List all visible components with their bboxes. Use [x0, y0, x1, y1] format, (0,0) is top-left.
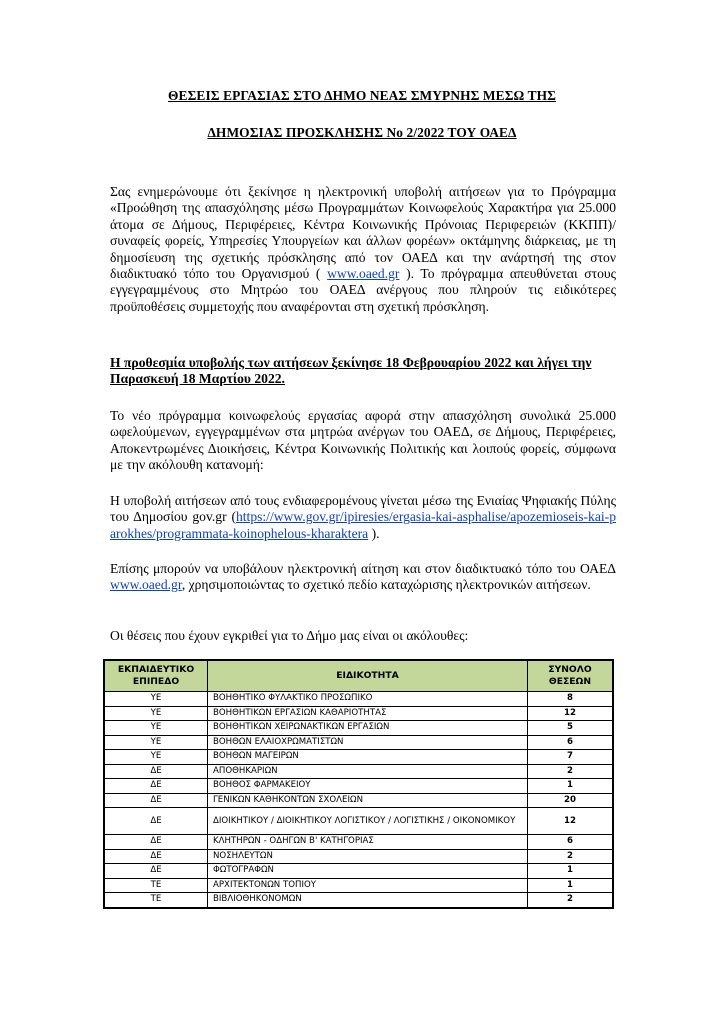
submission-paragraph: [110, 493, 616, 542]
education-level-cell: ΔΕ: [104, 835, 208, 850]
total-positions-cell: 20: [528, 793, 614, 808]
oaed-submission-text-end: , χρησιμοποιώντας το σχετικό πεδίο καταχώρισης ηλεκτρονικών αιτήσεων.: [181, 577, 591, 593]
education-level-cell: ΔΕ: [104, 864, 208, 879]
education-level-cell: ΥΕ: [104, 750, 208, 765]
table-row: [104, 750, 613, 765]
table-row: [104, 779, 613, 794]
total-positions-cell: 2: [528, 893, 614, 908]
education-level-cell: ΤΕ: [104, 878, 208, 893]
total-positions-cell: 2: [528, 849, 614, 864]
table-row: [104, 808, 613, 835]
specialty-cell: ΦΩΤΟΓΡΑΦΩΝ: [208, 864, 528, 879]
specialty-cell: ΒΟΗΘΗΤΙΚΩΝ ΧΕΙΡΩΝΑΚΤΙΚΩΝ ΕΡΓΑΣΙΩΝ: [208, 721, 528, 736]
total-positions-cell: 7: [528, 750, 614, 765]
total-positions-cell: 8: [528, 692, 614, 707]
oaed-submission-text: Επίσης μπορούν να υποβάλουν ηλεκτρονική αίτηση και στον διαδικτυακό τόπο του ΟΑΕΔ: [110, 561, 616, 576]
specialty-cell: ΒΟΗΘΩΝ ΜΑΓΕΙΡΩΝ: [208, 750, 528, 765]
positions-table: [103, 659, 614, 909]
total-positions-cell: 12: [528, 808, 614, 835]
education-level-cell: ΥΕ: [104, 721, 208, 736]
total-positions-cell: 1: [528, 864, 614, 879]
submission-text: Η υποβολή αιτήσεων από τους ενδιαφερομένους γίνεται μέσω της Ενιαίας Ψηφιακής Πύλης του Δημοσίου gov.gr (: [110, 493, 616, 525]
total-positions-cell: 6: [528, 735, 614, 750]
oaed-link[interactable]: www.oaed.gr: [327, 266, 400, 282]
education-level-cell: ΔΕ: [104, 808, 208, 835]
intro-paragraph: [110, 184, 616, 315]
table-row: [104, 835, 613, 850]
table-body: [104, 692, 613, 908]
total-positions-cell: 1: [528, 878, 614, 893]
total-positions-cell: 1: [528, 779, 614, 794]
header-total-positions: ΣΥΝΟΛΟ ΘΕΣΕΩΝ: [528, 660, 614, 692]
oaed-submission-paragraph: [110, 561, 616, 594]
table-header-row: [104, 660, 613, 692]
table-row: [104, 893, 613, 908]
govgr-link[interactable]: https://www.gov.gr/ipiresies/ergasia-kai-asphalise/apozemioseis-kai-parokhes/programmata-koinophelous-kharaktera: [110, 509, 616, 541]
table-row: [104, 692, 613, 707]
deadline-notice: Η προθεσμία υποβολής των αιτήσεων ξεκίνησε 18 Φεβρουαρίου 2022 και λήγει την Παρασκευή 18 Μαρτίου 2022.: [110, 355, 592, 387]
education-level-cell: ΥΕ: [104, 706, 208, 721]
total-positions-cell: 6: [528, 835, 614, 850]
table-row: [104, 735, 613, 750]
specialty-cell: ΒΙΒΛΙΟΘΗΚΟΝΟΜΩΝ: [208, 893, 528, 908]
specialty-cell: ΚΛΗΤΗΡΩΝ - ΟΔΗΓΩΝ Β' ΚΑΤΗΓΟΡΙΑΣ: [208, 835, 528, 850]
intro-text: Σας ενημερώνουμε ότι ξεκίνησε η ηλεκτρονική υποβολή αιτήσεων για το Πρόγραμμα «Προώθηση της απασχόλησης μέσω Προγραμμάτων Κοινωφελούς Χαρακτήρα για 25.000 άτομα σε Δήμους, Περιφέρειες, Κέντρα Κοινωνικής Πρόνοιας Περιφερειών (ΚΚΠΠ)/συναφείς φορείς, Υπηρεσίες Υπουργείων και άλλων φορέων» οκτάμηνης διάρκειας, με τη δημοσίευση της σχετικής πρόσκλησης από τον ΟΑΕΔ και την ανάρτησή της στον διαδικτυακό τόπο του Οργανισμού (: [110, 184, 616, 282]
document-title-line-1: ΘΕΣΕΙΣ ΕΡΓΑΣΙΑΣ ΣΤΟ ΔΗΜΟ ΝΕΑΣ ΣΜΥΡΝΗΣ ΜΕΣΩ ΤΗΣ: [168, 88, 556, 103]
table-row: [104, 878, 613, 893]
table-row: [104, 793, 613, 808]
education-level-cell: ΔΕ: [104, 779, 208, 794]
specialty-cell: ΓΕΝΙΚΩΝ ΚΑΘΗΚΟΝΤΩΝ ΣΧΟΛΕΙΩΝ: [208, 793, 528, 808]
oaed-link-2[interactable]: www.oaed.gr: [110, 577, 182, 593]
specialty-cell: ΒΟΗΘΗΤΙΚΩΝ ΕΡΓΑΣΙΩΝ ΚΑΘΑΡΙΟΤΗΤΑΣ: [208, 706, 528, 721]
total-positions-cell: 2: [528, 764, 614, 779]
specialty-cell: ΒΟΗΘΩΝ ΕΛΑΙΟΧΡΩΜΑΤΙΣΤΩΝ: [208, 735, 528, 750]
submission-text-end: ).: [368, 525, 380, 541]
document-title-line-2: ΔΗΜΟΣΙΑΣ ΠΡΟΣΚΛΗΣΗΣ Νο 2/2022 ΤΟΥ ΟΑΕΔ: [207, 125, 517, 140]
specialty-cell: ΑΠΟΘΗΚΑΡΙΩΝ: [208, 764, 528, 779]
table-row: [104, 864, 613, 879]
program-paragraph: Το νέο πρόγραμμα κοινωφελούς εργασίας αφορά στην απασχόληση συνολικά 25.000 ωφελούμενων, εγγεγραμμένων στα μητρώα ανέργων του ΟΑΕΔ, σε Δήμους, Περιφέρειες, Αποκεντρωμένες Διοικήσεις, Κέντρα Κοινωνικής Πολιτικής και λοιπούς φορείς, σύμφωνα με την ακόλουθη κατανομή:: [110, 408, 616, 473]
total-positions-cell: 5: [528, 721, 614, 736]
education-level-cell: ΔΕ: [104, 849, 208, 864]
education-level-cell: ΥΕ: [104, 735, 208, 750]
intro-text-end: ). Το πρόγραμμα απευθύνεται στους εγγεγραμμένους στο Μητρώο του ΟΑΕΔ ανέργους που πληρούν τις ειδικότερες προϋποθέσεις συμμετοχής που αναφέρονται στη σχετική πρόσκληση.: [110, 266, 616, 314]
education-level-cell: ΥΕ: [104, 692, 208, 707]
table-row: [104, 721, 613, 736]
total-positions-cell: 12: [528, 706, 614, 721]
header-education-level: ΕΚΠΑΙΔΕΥΤΙΚΟ ΕΠΙΠΕΔΟ: [104, 660, 208, 692]
positions-intro: Οι θέσεις που έχουν εγκριθεί για το Δήμο μας είναι οι ακόλουθες:: [110, 628, 469, 643]
table-row: [104, 706, 613, 721]
specialty-cell: ΔΙΟΙΚΗΤΙΚΟΥ / ΔΙΟΙΚΗΤΙΚΟΥ ΛΟΓΙΣΤΙΚΟΥ / ΛΟΓΙΣΤΙΚΗΣ / ΟΙΚΟΝΟΜΙΚΟΥ: [208, 808, 528, 835]
table-row: [104, 764, 613, 779]
specialty-cell: ΑΡΧΙΤΕΚΤΟΝΩΝ ΤΟΠΙΟΥ: [208, 878, 528, 893]
header-specialty: ΕΙΔΙΚΟΤΗΤΑ: [208, 660, 528, 692]
specialty-cell: ΒΟΗΘΗΤΙΚΟ ΦΥΛΑΚΤΙΚΟ ΠΡΟΣΩΠΙΚΟ: [208, 692, 528, 707]
table-row: [104, 849, 613, 864]
education-level-cell: ΔΕ: [104, 764, 208, 779]
specialty-cell: ΒΟΗΘΟΣ ΦΑΡΜΑΚΕΙΟΥ: [208, 779, 528, 794]
education-level-cell: ΔΕ: [104, 793, 208, 808]
education-level-cell: ΤΕ: [104, 893, 208, 908]
specialty-cell: ΝΟΣΗΛΕΥΤΩΝ: [208, 849, 528, 864]
